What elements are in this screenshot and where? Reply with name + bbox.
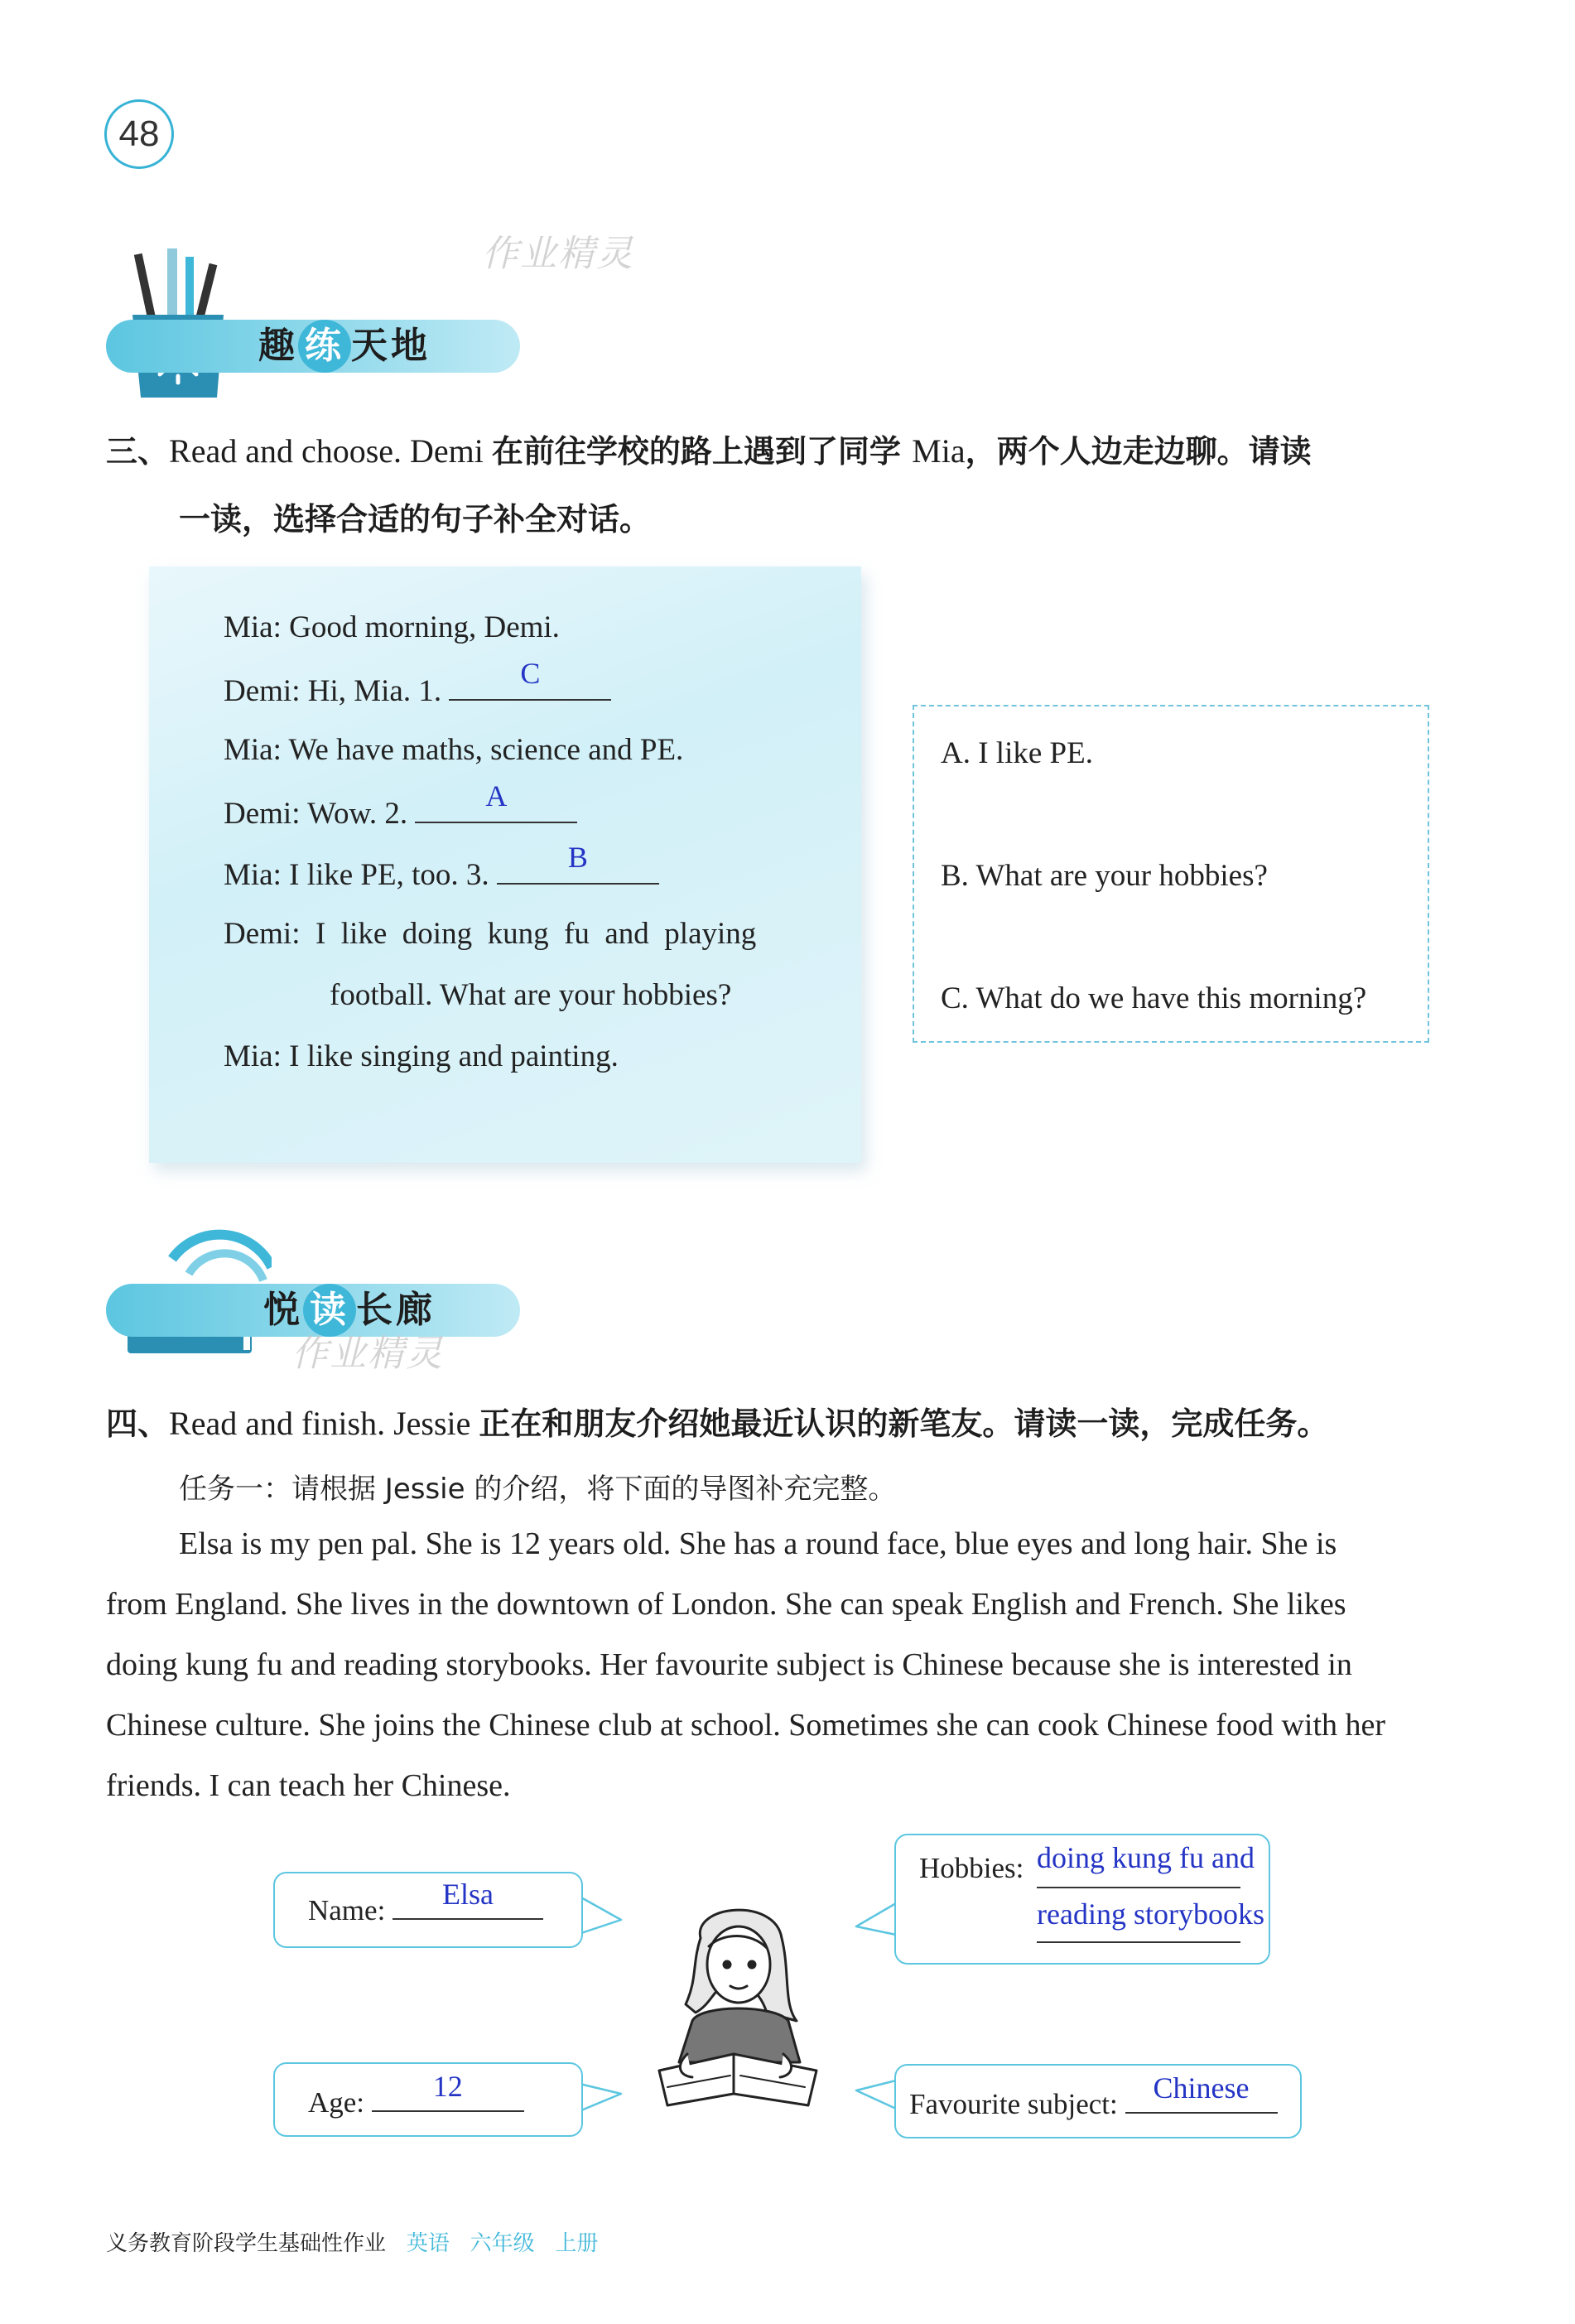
- name-answer-blank[interactable]: Elsa: [393, 1892, 543, 1920]
- dialogue-line: Demi: Wow. 2. A: [224, 793, 577, 832]
- girl-reading-illustration: [643, 1888, 833, 2120]
- passage-line: Elsa is my pen pal. She is 12 years old. She has a round face, blue eyes and long hair. She is: [179, 1526, 1337, 1561]
- dialogue-line: Mia: We have maths, science and PE.: [224, 733, 684, 767]
- hobbies-label: Hobbies:: [919, 1852, 1024, 1884]
- passage-line: from England. She lives in the downtown of London. She can speak English and French. She likes: [106, 1587, 1346, 1622]
- section-title-reading: 悦 读 长廊: [263, 1280, 436, 1340]
- dialogue-line: Mia: I like singing and painting.: [224, 1039, 619, 1073]
- age-answer-blank[interactable]: 12: [372, 2084, 524, 2112]
- dialogue-line: football. What are your hobbies?: [330, 978, 732, 1012]
- passage-line: doing kung fu and reading storybooks. Her favourite subject is Chinese because she is interested in: [106, 1647, 1352, 1682]
- task-1-instruction: 任务一：请根据 Jessie 的介绍，将下面的导图补充完整。: [179, 1473, 897, 1506]
- dialogue-line: Demi: Hi, Mia. 1. C: [224, 671, 611, 709]
- name-field: Name: Elsa: [308, 1892, 543, 1927]
- subject-field: Favourite subject: Chinese: [909, 2085, 1278, 2121]
- answer-blank-1[interactable]: C: [449, 671, 611, 701]
- option-b: B. What are your hobbies?: [941, 859, 1268, 893]
- question-3-instruction: 三、Read and choose. Demi 在前往学校的路上遇到了同学 Mia，两个人边走边聊。请读: [106, 432, 1312, 470]
- option-c: C. What do we have this morning?: [941, 981, 1367, 1015]
- watermark: 作业精灵: [482, 233, 634, 275]
- answer-blank-2[interactable]: A: [415, 793, 577, 823]
- subject-answer-blank[interactable]: Chinese: [1125, 2085, 1278, 2114]
- dialogue-line: Mia: Good morning, Demi.: [224, 610, 560, 644]
- watermark: 作业精灵: [291, 1333, 444, 1375]
- passage-line: Chinese culture. She joins the Chinese club at school. Sometimes she can cook Chinese food with her: [106, 1708, 1386, 1743]
- footer: 义务教育阶段学生基础性作业 英语 六年级 上册: [106, 2231, 599, 2256]
- answer-blank-3[interactable]: B: [497, 855, 659, 885]
- passage-line: friends. I can teach her Chinese.: [106, 1768, 511, 1803]
- dialogue-line: Mia: I like PE, too. 3. B: [224, 855, 659, 893]
- age-field: Age: 12: [308, 2084, 524, 2119]
- question-4-instruction: 四、Read and finish. Jessie 正在和朋友介绍她最近认识的新笔友。请读一读，完成任务。: [106, 1405, 1329, 1442]
- hobbies-answer-line-2[interactable]: reading storybooks: [1037, 1897, 1240, 1943]
- section-title-practice: 趣 练 天地: [258, 316, 431, 376]
- question-3-instruction-line2: 一读，选择合适的句子补全对话。: [179, 501, 652, 538]
- dialogue-line: Demi: I like doing kung fu and playing: [224, 917, 757, 951]
- option-a: A. I like PE.: [941, 736, 1093, 770]
- hobbies-answer-line-1[interactable]: doing kung fu and: [1037, 1840, 1240, 1888]
- page-number: 48: [104, 99, 174, 169]
